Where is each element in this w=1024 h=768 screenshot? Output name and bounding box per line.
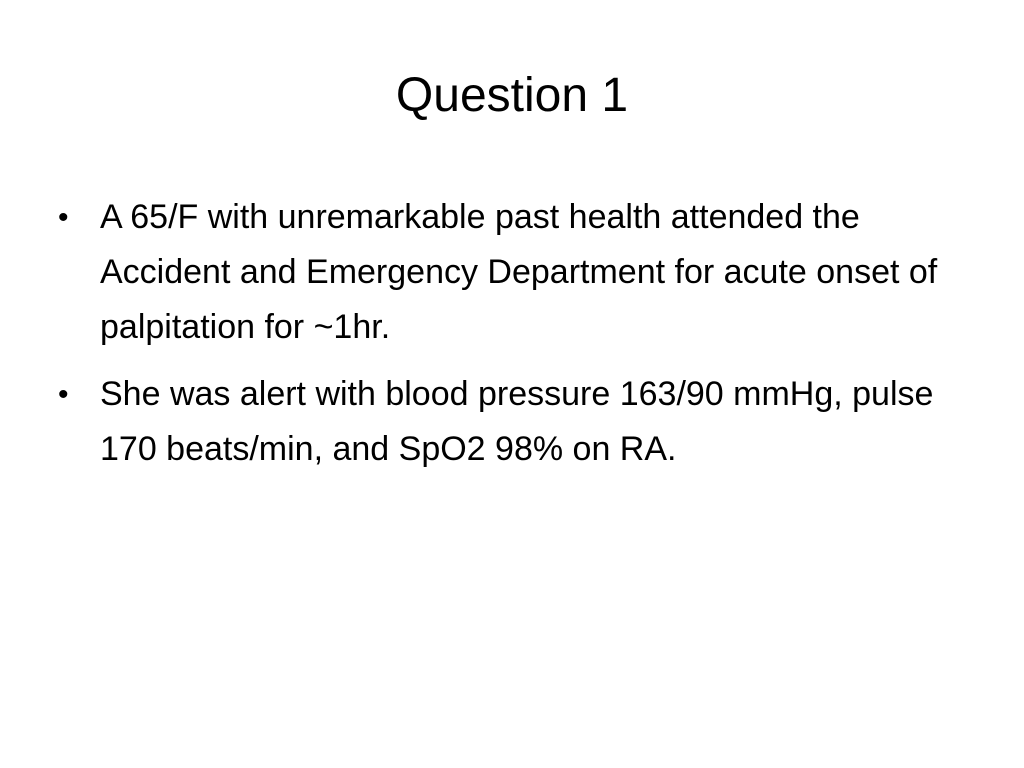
bullet-list <box>58 190 958 489</box>
bullet-item <box>58 190 958 355</box>
bullet-text: She was alert with blood pressure 163/90 mmHg, pulse 170 beats/min, and SpO2 98% on RA. <box>100 375 934 468</box>
bullet-text: A 65/F with unremarkable past health attended the Accident and Emergency Department for acute onset of palpitation for ~1hr. <box>100 198 938 346</box>
bullet-icon: • <box>58 201 69 234</box>
bullet-icon: • <box>58 378 69 411</box>
bullet-item <box>58 367 958 477</box>
slide-title: Question 1 <box>395 69 629 122</box>
